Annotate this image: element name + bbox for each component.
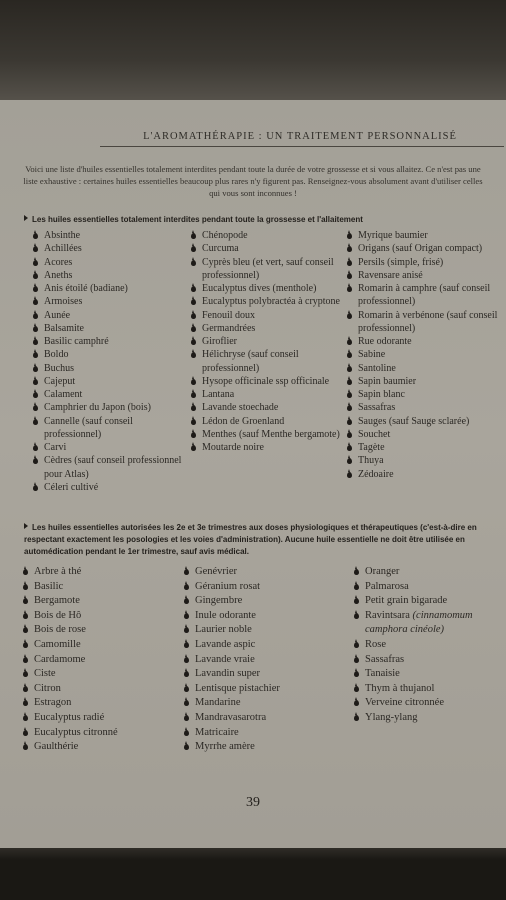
drop-icon bbox=[33, 458, 38, 464]
list-item bbox=[190, 322, 350, 335]
list-item-label: Calament bbox=[44, 389, 83, 400]
list-item bbox=[22, 711, 187, 726]
section-heading-allowed bbox=[24, 522, 484, 558]
list-item-label: Fenouil doux bbox=[202, 309, 256, 321]
drop-icon bbox=[191, 286, 196, 292]
list-item bbox=[22, 740, 187, 755]
list-item-label: Rose bbox=[365, 638, 386, 650]
drop-icon bbox=[191, 379, 196, 385]
page-number: 39 bbox=[246, 795, 260, 810]
list-item bbox=[183, 711, 348, 726]
drop-icon bbox=[184, 657, 189, 663]
list-item-label: Cardamome bbox=[34, 653, 86, 665]
list-item-label: Rue odorante bbox=[358, 336, 412, 347]
list-item bbox=[22, 609, 187, 624]
list-item-label: Absinthe bbox=[44, 230, 81, 241]
list-item-label: Thuya bbox=[358, 455, 384, 467]
list-item bbox=[346, 335, 500, 348]
list-item-label: Romarin à camphre (sauf conseil professionnel) bbox=[358, 283, 491, 308]
drop-icon bbox=[33, 313, 38, 319]
list-item bbox=[183, 653, 348, 668]
list-item bbox=[346, 348, 500, 361]
list-item bbox=[346, 415, 500, 428]
drop-icon bbox=[23, 657, 28, 663]
drop-icon bbox=[184, 598, 189, 604]
drop-icon bbox=[184, 686, 189, 692]
list-item bbox=[346, 256, 500, 269]
drop-icon bbox=[33, 260, 38, 266]
drop-icon bbox=[347, 366, 352, 372]
list-item bbox=[353, 682, 503, 697]
drop-icon bbox=[33, 339, 38, 345]
list-item bbox=[353, 638, 503, 653]
drop-icon bbox=[191, 432, 196, 438]
list-item-label: Céleri cultivé bbox=[44, 481, 99, 493]
drop-icon bbox=[184, 744, 189, 750]
list-item bbox=[22, 623, 187, 638]
list-item-label: Cannelle (sauf conseil professionnel) bbox=[44, 415, 133, 440]
drop-icon bbox=[347, 352, 352, 358]
list-item-label: Aunée bbox=[44, 309, 71, 321]
list-item bbox=[190, 229, 350, 242]
drop-icon bbox=[33, 405, 38, 411]
drop-icon bbox=[347, 419, 352, 425]
drop-icon bbox=[191, 352, 196, 358]
drop-icon bbox=[347, 445, 352, 451]
list-item-label: Eucalyptus citronné bbox=[34, 726, 118, 738]
list-item bbox=[346, 375, 500, 388]
drop-icon bbox=[347, 472, 352, 478]
list-item bbox=[32, 242, 192, 255]
list-item bbox=[190, 388, 350, 401]
drop-icon bbox=[23, 744, 28, 750]
drop-icon bbox=[184, 584, 189, 590]
list-item bbox=[183, 667, 348, 682]
list-item-label: Santoline bbox=[358, 362, 396, 374]
list-item-label: Matricaire bbox=[195, 726, 239, 738]
latin-name: (cinnamomum camphora cinéole) bbox=[365, 609, 473, 636]
list-item bbox=[183, 638, 348, 653]
list-item bbox=[32, 295, 192, 308]
list-item bbox=[346, 282, 500, 309]
drop-icon bbox=[184, 642, 189, 648]
list-item bbox=[32, 269, 192, 282]
list-item bbox=[32, 282, 192, 295]
list-item-label: Citron bbox=[34, 682, 61, 694]
drop-icon bbox=[354, 686, 359, 692]
drop-icon bbox=[354, 657, 359, 663]
drop-icon bbox=[33, 419, 38, 425]
list-item bbox=[183, 696, 348, 711]
list-item-label: Lavande vraie bbox=[195, 653, 255, 665]
list-item-label: Estragon bbox=[34, 697, 72, 709]
drop-icon bbox=[347, 233, 352, 239]
list-item bbox=[22, 667, 187, 682]
list-item-label: Curcuma bbox=[202, 243, 239, 255]
list-item bbox=[353, 594, 503, 609]
drop-icon bbox=[354, 700, 359, 706]
list-item-label: Eucalyptus radié bbox=[34, 711, 105, 723]
list-item bbox=[346, 269, 500, 282]
drop-icon bbox=[347, 286, 352, 292]
drop-icon bbox=[354, 613, 359, 619]
list-item-label: Camomille bbox=[34, 638, 81, 650]
list-item bbox=[353, 653, 503, 668]
drop-icon bbox=[33, 286, 38, 292]
drop-icon bbox=[354, 598, 359, 604]
list-item bbox=[32, 362, 192, 375]
forbidden-list-col2 bbox=[190, 229, 350, 454]
list-item-label: Romarin à verbénone (sauf conseil professionnel) bbox=[358, 309, 498, 334]
list-item-label: Boldo bbox=[44, 349, 69, 361]
list-item-label: Basilic camphré bbox=[44, 336, 109, 347]
intro-paragraph: Voici une liste d'huiles essentielles totalement interdites pendant toute la durée de votre grossesse et si vous allaitez. Ce n'est pas une liste exhaustive : certaines huiles essentielles beaucoup plus rares n'y figurent pas. Renseignez-vous absolument avant d'utiliser celles qui vous sont inconnues ! bbox=[23, 164, 483, 198]
list-item bbox=[22, 696, 187, 711]
drop-icon bbox=[184, 700, 189, 706]
drop-icon bbox=[354, 715, 359, 721]
list-item-label: Ciste bbox=[34, 668, 56, 680]
header-rule bbox=[100, 146, 504, 147]
list-item-label: Sapin baumier bbox=[358, 375, 417, 387]
list-item bbox=[32, 388, 192, 401]
list-item-label: Tagète bbox=[358, 442, 385, 453]
drop-icon bbox=[191, 260, 196, 266]
drop-icon bbox=[23, 715, 28, 721]
drop-icon bbox=[347, 273, 352, 279]
list-item-label: Sapin blanc bbox=[358, 389, 405, 400]
list-item-label: Cèdres (sauf conseil professionnel pour Atlas) bbox=[44, 455, 182, 480]
list-item-label: Bergamote bbox=[34, 595, 80, 607]
drop-icon bbox=[347, 405, 352, 411]
drop-icon bbox=[184, 569, 189, 575]
list-item bbox=[32, 441, 192, 454]
drop-icon bbox=[33, 379, 38, 385]
list-item-label: Chénopode bbox=[202, 230, 248, 241]
drop-icon bbox=[191, 392, 196, 398]
list-item bbox=[22, 682, 187, 697]
forbidden-list-col1 bbox=[32, 229, 192, 494]
drop-icon bbox=[184, 715, 189, 721]
list-item-label: Sassafras bbox=[358, 402, 396, 414]
drop-icon bbox=[191, 299, 196, 305]
list-item bbox=[22, 726, 187, 741]
drop-icon bbox=[184, 730, 189, 736]
section-heading-text: Les huiles essentielles autorisées les 2e et 3e trimestres aux doses physiologiques et thérapeutiques (c'est-à-dire en respectant exactement les posologies et les voies d'administration). Aucune huile essentielle ne doit être utilisée en automédication pendant le 1er trimestre, sauf avis médical. bbox=[24, 523, 477, 556]
list-item bbox=[183, 726, 348, 741]
list-item-label: Sauges (sauf Sauge sclarée) bbox=[358, 415, 470, 427]
section-heading-forbidden bbox=[24, 214, 494, 226]
drop-icon bbox=[191, 313, 196, 319]
drop-icon bbox=[33, 392, 38, 398]
list-item-label: Tanaisie bbox=[365, 668, 400, 680]
list-item bbox=[353, 696, 503, 711]
list-item-label: Verveine citronnée bbox=[365, 697, 445, 709]
list-item-label: Giroflier bbox=[202, 336, 237, 347]
list-item-label: Ravintsara bbox=[365, 609, 410, 621]
list-item bbox=[32, 481, 192, 494]
list-item bbox=[32, 229, 192, 242]
list-item-label: Gingembre bbox=[195, 595, 243, 607]
list-item-label: Sassafras bbox=[365, 653, 405, 665]
list-item bbox=[32, 348, 192, 361]
list-item bbox=[22, 594, 187, 609]
list-item-label: Lavande aspic bbox=[195, 638, 256, 650]
list-item bbox=[190, 401, 350, 414]
list-item bbox=[32, 309, 192, 322]
list-item-label: Hysope officinale ssp officinale bbox=[202, 375, 330, 387]
drop-icon bbox=[191, 233, 196, 239]
list-item bbox=[32, 415, 192, 442]
list-item bbox=[190, 348, 350, 375]
list-item-label: Zédoaire bbox=[358, 468, 394, 480]
list-item-label: Aneths bbox=[44, 269, 73, 281]
list-item-label: Camphrier du Japon (bois) bbox=[44, 402, 151, 414]
list-item-label: Lédon de Groenland bbox=[202, 415, 285, 427]
list-item-label: Ravensare anisé bbox=[358, 269, 423, 281]
list-item-label: Achillées bbox=[44, 243, 82, 255]
list-item bbox=[346, 309, 500, 336]
drop-icon bbox=[23, 613, 28, 619]
forbidden-list-col3 bbox=[346, 229, 500, 481]
list-item bbox=[183, 623, 348, 638]
drop-icon bbox=[191, 339, 196, 345]
drop-icon bbox=[23, 598, 28, 604]
list-item bbox=[190, 309, 350, 322]
drop-icon bbox=[23, 642, 28, 648]
drop-icon bbox=[33, 299, 38, 305]
list-item bbox=[190, 415, 350, 428]
running-header: L'AROMATHÉRAPIE : UN TRAITEMENT PERSONNALISÉ bbox=[143, 131, 457, 142]
list-item bbox=[32, 401, 192, 414]
list-item bbox=[346, 362, 500, 375]
list-item bbox=[190, 441, 350, 454]
list-item bbox=[190, 295, 350, 308]
list-item-label: Laurier noble bbox=[195, 624, 252, 636]
list-item-label: Persils (simple, frisé) bbox=[358, 256, 444, 268]
drop-icon bbox=[23, 730, 28, 736]
drop-icon bbox=[347, 432, 352, 438]
drop-icon bbox=[347, 339, 352, 345]
drop-icon bbox=[33, 485, 38, 491]
drop-icon bbox=[347, 246, 352, 252]
list-item-label: Germandrées bbox=[202, 322, 256, 334]
list-item-label: Acores bbox=[44, 256, 73, 268]
list-item-label: Arbre à thé bbox=[34, 566, 82, 577]
drop-icon bbox=[354, 671, 359, 677]
list-item bbox=[190, 335, 350, 348]
list-item-label: Géranium rosat bbox=[195, 580, 261, 592]
list-item bbox=[346, 242, 500, 255]
list-item bbox=[183, 594, 348, 609]
drop-icon bbox=[191, 405, 196, 411]
list-item-label: Bois de Hô bbox=[34, 609, 82, 621]
drop-icon bbox=[347, 458, 352, 464]
list-item bbox=[22, 638, 187, 653]
list-item-label: Anis étoilé (badiane) bbox=[44, 283, 128, 294]
list-item bbox=[32, 335, 192, 348]
drop-icon bbox=[191, 326, 196, 332]
list-item-label: Carvi bbox=[44, 442, 67, 453]
list-item bbox=[22, 580, 187, 595]
list-item bbox=[32, 375, 192, 388]
list-item bbox=[346, 468, 500, 481]
drop-icon bbox=[354, 584, 359, 590]
allowed-list-col3 bbox=[353, 565, 503, 726]
drop-icon bbox=[191, 445, 196, 451]
allowed-list-col2 bbox=[183, 565, 348, 755]
list-item bbox=[346, 388, 500, 401]
section-heading-text: Les huiles essentielles totalement interdites pendant toute la grossesse et l'allaitement bbox=[32, 215, 363, 224]
list-item-label: Armoises bbox=[44, 296, 83, 308]
drop-icon bbox=[354, 569, 359, 575]
list-item bbox=[32, 322, 192, 335]
list-item-label: Oranger bbox=[365, 566, 400, 577]
list-item-label: Sabine bbox=[358, 349, 386, 361]
list-item bbox=[353, 580, 503, 595]
drop-icon bbox=[33, 233, 38, 239]
drop-icon bbox=[33, 445, 38, 451]
list-item-label: Souchet bbox=[358, 428, 391, 440]
list-item-label: Palmarosa bbox=[365, 580, 409, 592]
list-item bbox=[346, 441, 500, 454]
list-item bbox=[353, 667, 503, 682]
list-item-label: Cajeput bbox=[44, 375, 76, 387]
list-item bbox=[190, 428, 350, 441]
list-item bbox=[353, 565, 503, 580]
list-item-label: Mandravasarotra bbox=[195, 711, 267, 723]
list-item-label: Lentisque pistachier bbox=[195, 682, 280, 694]
drop-icon bbox=[347, 313, 352, 319]
list-item-label: Ylang-ylang bbox=[365, 711, 418, 723]
list-item-label: Petit grain bigarade bbox=[365, 595, 448, 607]
list-item-label: Buchus bbox=[44, 362, 74, 374]
list-item bbox=[353, 609, 503, 638]
list-item-label: Myrrhe amère bbox=[195, 741, 255, 753]
list-item-label: Lantana bbox=[202, 389, 235, 400]
list-item bbox=[346, 229, 500, 242]
list-item bbox=[32, 256, 192, 269]
allowed-list-col1 bbox=[22, 565, 187, 755]
drop-icon bbox=[191, 246, 196, 252]
list-item bbox=[22, 653, 187, 668]
list-item bbox=[183, 609, 348, 624]
list-item bbox=[22, 565, 187, 580]
drop-icon bbox=[347, 379, 352, 385]
drop-icon bbox=[33, 246, 38, 252]
drop-icon bbox=[184, 627, 189, 633]
drop-icon bbox=[184, 613, 189, 619]
list-item-label: Eucalyptus dives (menthole) bbox=[202, 283, 317, 294]
list-item-label: Basilic bbox=[34, 580, 64, 592]
drop-icon bbox=[347, 260, 352, 266]
list-item bbox=[346, 401, 500, 414]
drop-icon bbox=[33, 352, 38, 358]
arrow-icon bbox=[24, 215, 28, 221]
drop-icon bbox=[23, 569, 28, 575]
list-item bbox=[183, 682, 348, 697]
list-item bbox=[190, 375, 350, 388]
list-item bbox=[346, 454, 500, 467]
list-item-label: Menthes (sauf Menthe bergamote) bbox=[202, 428, 340, 440]
list-item-label: Bois de rose bbox=[34, 624, 86, 636]
drop-icon bbox=[23, 584, 28, 590]
list-item-label: Origans (sauf Origan compact) bbox=[358, 243, 483, 255]
drop-icon bbox=[354, 642, 359, 648]
drop-icon bbox=[33, 326, 38, 332]
list-item-label: Lavande stoechade bbox=[202, 402, 279, 414]
drop-icon bbox=[23, 671, 28, 677]
drop-icon bbox=[23, 627, 28, 633]
list-item bbox=[190, 282, 350, 295]
list-item bbox=[183, 740, 348, 755]
list-item-label: Lavandin super bbox=[195, 668, 261, 680]
list-item-label: Gaulthérie bbox=[34, 741, 79, 753]
drop-icon bbox=[33, 366, 38, 372]
list-item bbox=[346, 428, 500, 441]
drop-icon bbox=[347, 392, 352, 398]
list-item bbox=[190, 242, 350, 255]
list-item-label: Eucalyptus polybractéa à cryptone bbox=[202, 296, 340, 308]
arrow-icon bbox=[24, 523, 28, 529]
list-item-label: Hélichryse (sauf conseil professionnel) bbox=[202, 349, 299, 374]
list-item-label: Genévrier bbox=[195, 566, 237, 577]
drop-icon bbox=[184, 671, 189, 677]
list-item bbox=[183, 565, 348, 580]
list-item-label: Mandarine bbox=[195, 697, 241, 709]
list-item-label: Inule odorante bbox=[195, 609, 256, 621]
drop-icon bbox=[23, 686, 28, 692]
list-item-label: Cyprès bleu (et vert, sauf conseil professionnel) bbox=[202, 256, 334, 281]
drop-icon bbox=[33, 273, 38, 279]
list-item-label: Thym à thujanol bbox=[365, 682, 435, 694]
list-item bbox=[183, 580, 348, 595]
list-item-label: Moutarde noire bbox=[202, 442, 264, 453]
drop-icon bbox=[23, 700, 28, 706]
list-item-label: Myrique baumier bbox=[358, 230, 428, 241]
list-item-label: Balsamite bbox=[44, 322, 84, 334]
list-item bbox=[353, 711, 503, 726]
drop-icon bbox=[191, 419, 196, 425]
list-item bbox=[190, 256, 350, 283]
list-item bbox=[32, 454, 192, 481]
